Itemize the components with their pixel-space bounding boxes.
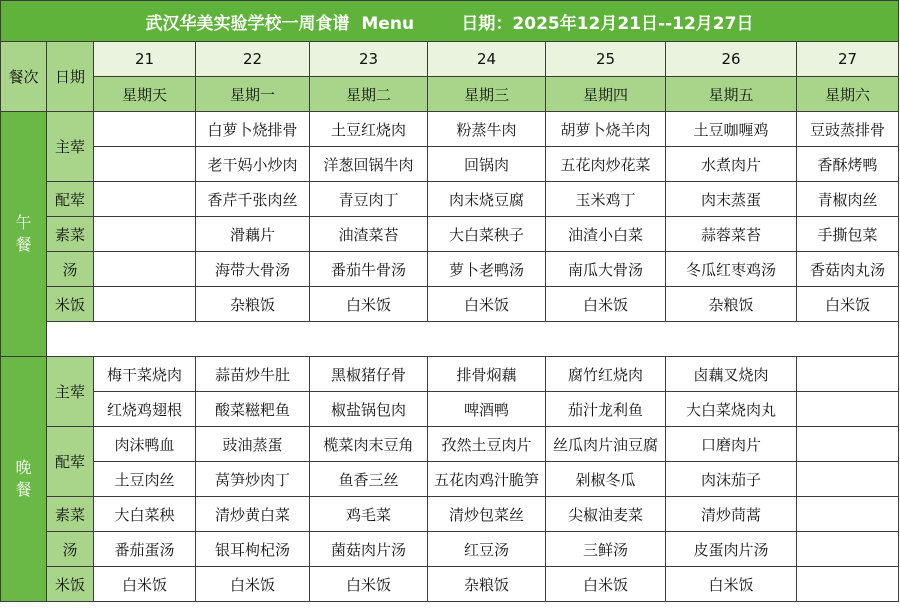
date-cell: 25: [546, 42, 666, 77]
weekday-cell: 星期四: [546, 77, 666, 112]
dinner-row: [1, 497, 899, 532]
lunch-row: [1, 287, 899, 322]
lunch-row: [1, 182, 899, 217]
dish-cell: 土豆咖喱鸡: [666, 112, 797, 147]
dish-cell: 银耳枸杞汤: [196, 532, 310, 567]
dish-cell: 香芹千张肉丝: [196, 182, 310, 217]
dish-cell: [797, 497, 899, 532]
school-menu-title: 武汉华美实验学校一周食谱: [145, 13, 350, 34]
dish-cell: 玉米鸡丁: [546, 182, 666, 217]
title-bar: [1, 1, 899, 42]
dish-cell: 杂粮饭: [196, 287, 310, 322]
dish-cell: 杂粮饭: [428, 567, 546, 602]
dish-cell: 白米饭: [546, 567, 666, 602]
dinner-label: [1, 357, 47, 602]
dish-cell: 大白菜秧: [94, 497, 196, 532]
meal-header: 餐次: [1, 42, 47, 112]
dish-cell: 丝瓜肉片油豆腐: [546, 427, 666, 462]
dish-cell: 清炒茼蒿: [666, 497, 797, 532]
dish-cell: 肉沫鸭血: [94, 427, 196, 462]
dish-cell: 豆豉蒸排骨: [797, 112, 899, 147]
dish-cell: 香菇肉丸汤: [797, 252, 899, 287]
dish-cell: 大白菜秧子: [428, 217, 546, 252]
dish-cell: 滑藕片: [196, 217, 310, 252]
dish-cell: 油渣菜苔: [310, 217, 428, 252]
category-label: 配荤: [47, 427, 94, 497]
dish-cell: 莴笋炒肉丁: [196, 462, 310, 497]
dish-cell: 土豆肉丝: [94, 462, 196, 497]
dish-cell: 白米饭: [797, 287, 899, 322]
dish-cell: 酸菜糍粑鱼: [196, 392, 310, 427]
category-label: 米饭: [47, 287, 94, 322]
dish-cell: 海带大骨汤: [196, 252, 310, 287]
dish-cell: 皮蛋肉片汤: [666, 532, 797, 567]
dish-cell: 豉油蒸蛋: [196, 427, 310, 462]
date-cell: 21: [94, 42, 196, 77]
lunch-label-char: 午: [15, 213, 32, 232]
lunch-row: [1, 147, 899, 182]
dish-cell: 红烧鸡翅根: [94, 392, 196, 427]
category-label: 汤: [47, 532, 94, 567]
dish-cell: 排骨焖藕: [428, 357, 546, 392]
category-label: 汤: [47, 252, 94, 287]
weekday-cell: 星期天: [94, 77, 196, 112]
dish-cell: 五花肉炒花菜: [546, 147, 666, 182]
dish-cell: 回锅肉: [428, 147, 546, 182]
dish-cell: 白米饭: [428, 287, 546, 322]
dish-cell: [94, 252, 196, 287]
dish-cell: 尖椒油麦菜: [546, 497, 666, 532]
dish-cell: 萝卜老鸭汤: [428, 252, 546, 287]
dinner-row: [1, 427, 899, 462]
dish-cell: 青椒肉丝: [797, 182, 899, 217]
dish-cell: 肉沫茄子: [666, 462, 797, 497]
weekday-cell: 星期六: [797, 77, 899, 112]
lunch-row: [1, 252, 899, 287]
date-cell: 24: [428, 42, 546, 77]
dish-cell: 杂粮饭: [666, 287, 797, 322]
category-label: 配荤: [47, 182, 94, 217]
dish-cell: 孜然土豆肉片: [428, 427, 546, 462]
dish-cell: 油渣小白菜: [546, 217, 666, 252]
date-cell: 26: [666, 42, 797, 77]
lunch-row: [1, 112, 899, 147]
dish-cell: 红豆汤: [428, 532, 546, 567]
dish-cell: [797, 567, 899, 602]
dish-cell: 白萝卜烧排骨: [196, 112, 310, 147]
dish-cell: 土豆红烧肉: [310, 112, 428, 147]
dish-cell: 番茄蛋汤: [94, 532, 196, 567]
dish-cell: 冬瓜红枣鸡汤: [666, 252, 797, 287]
dish-cell: 黑椒猪仔骨: [310, 357, 428, 392]
dish-cell: 肉末蒸蛋: [666, 182, 797, 217]
dish-cell: [94, 147, 196, 182]
dish-cell: 清炒包菜丝: [428, 497, 546, 532]
dish-cell: 白米饭: [666, 567, 797, 602]
date-header: 日期: [47, 42, 94, 112]
category-label: 素菜: [47, 497, 94, 532]
dinner-row: [1, 462, 899, 497]
lunch-label: [1, 112, 47, 357]
dish-cell: 老干妈小炒肉: [196, 147, 310, 182]
dish-cell: [94, 287, 196, 322]
date-cell: 23: [310, 42, 428, 77]
dish-cell: 洋葱回锅牛肉: [310, 147, 428, 182]
category-label: 素菜: [47, 217, 94, 252]
dinner-label-char: 晚: [15, 458, 32, 477]
dish-cell: [94, 182, 196, 217]
dish-cell: 蒜苗炒牛肚: [196, 357, 310, 392]
dish-cell: 榄菜肉末豆角: [310, 427, 428, 462]
date-cell: 22: [196, 42, 310, 77]
dish-cell: 香酥烤鸭: [797, 147, 899, 182]
lunch-row: [1, 217, 899, 252]
dish-cell: 胡萝卜烧羊肉: [546, 112, 666, 147]
menu-word: Menu: [361, 13, 415, 34]
dish-cell: 茄汁龙利鱼: [546, 392, 666, 427]
dish-cell: 三鲜汤: [546, 532, 666, 567]
dish-cell: 青豆肉丁: [310, 182, 428, 217]
category-label: 主荤: [47, 357, 94, 427]
weekday-cell: 星期五: [666, 77, 797, 112]
dish-cell: [797, 462, 899, 497]
dish-cell: [797, 427, 899, 462]
dish-cell: 白米饭: [310, 567, 428, 602]
dish-cell: 鸡毛菜: [310, 497, 428, 532]
dish-cell: 大白菜烧肉丸: [666, 392, 797, 427]
weekday-cell: 星期三: [428, 77, 546, 112]
category-label: 主荤: [47, 112, 94, 182]
dish-cell: 菌菇肉片汤: [310, 532, 428, 567]
dish-cell: 剁椒冬瓜: [546, 462, 666, 497]
dish-cell: 五花肉鸡汁脆笋: [428, 462, 546, 497]
separator-cell: [47, 322, 899, 357]
dinner-row: [1, 357, 899, 392]
dinner-label-char: 餐: [15, 480, 32, 499]
dish-cell: 鱼香三丝: [310, 462, 428, 497]
dish-cell: [94, 217, 196, 252]
dish-cell: 清炒黄白菜: [196, 497, 310, 532]
weekday-cell: 星期一: [196, 77, 310, 112]
dish-cell: 口磨肉片: [666, 427, 797, 462]
dish-cell: 白米饭: [310, 287, 428, 322]
dish-cell: 白米饭: [94, 567, 196, 602]
date-cell: 27: [797, 42, 899, 77]
dish-cell: 白米饭: [196, 567, 310, 602]
category-label: 米饭: [47, 567, 94, 602]
dish-cell: 腐竹红烧肉: [546, 357, 666, 392]
dish-cell: 梅干菜烧肉: [94, 357, 196, 392]
dish-cell: 白米饭: [546, 287, 666, 322]
dish-cell: 卤藕叉烧肉: [666, 357, 797, 392]
dish-cell: 椒盐锅包肉: [310, 392, 428, 427]
dinner-row: [1, 392, 899, 427]
dish-cell: 水煮肉片: [666, 147, 797, 182]
date-header-row: [1, 42, 899, 77]
dish-cell: [797, 392, 899, 427]
separator-row: [1, 322, 899, 357]
lunch-label-char: 餐: [15, 235, 32, 254]
dish-cell: 啤酒鸭: [428, 392, 546, 427]
dinner-row: [1, 532, 899, 567]
weekday-cell: 星期二: [310, 77, 428, 112]
dish-cell: [797, 357, 899, 392]
dish-cell: 粉蒸牛肉: [428, 112, 546, 147]
dish-cell: 南瓜大骨汤: [546, 252, 666, 287]
dish-cell: 番茄牛骨汤: [310, 252, 428, 287]
date-range: 日期：2025年12月21日--12月27日: [461, 13, 754, 34]
dinner-row: [1, 567, 899, 602]
dish-cell: 肉末烧豆腐: [428, 182, 546, 217]
dish-cell: 手撕包菜: [797, 217, 899, 252]
weekday-header-row: [1, 77, 899, 112]
dish-cell: [797, 532, 899, 567]
dish-cell: 蒜蓉菜苔: [666, 217, 797, 252]
dish-cell: [94, 112, 196, 147]
menu-title: [1, 1, 899, 42]
